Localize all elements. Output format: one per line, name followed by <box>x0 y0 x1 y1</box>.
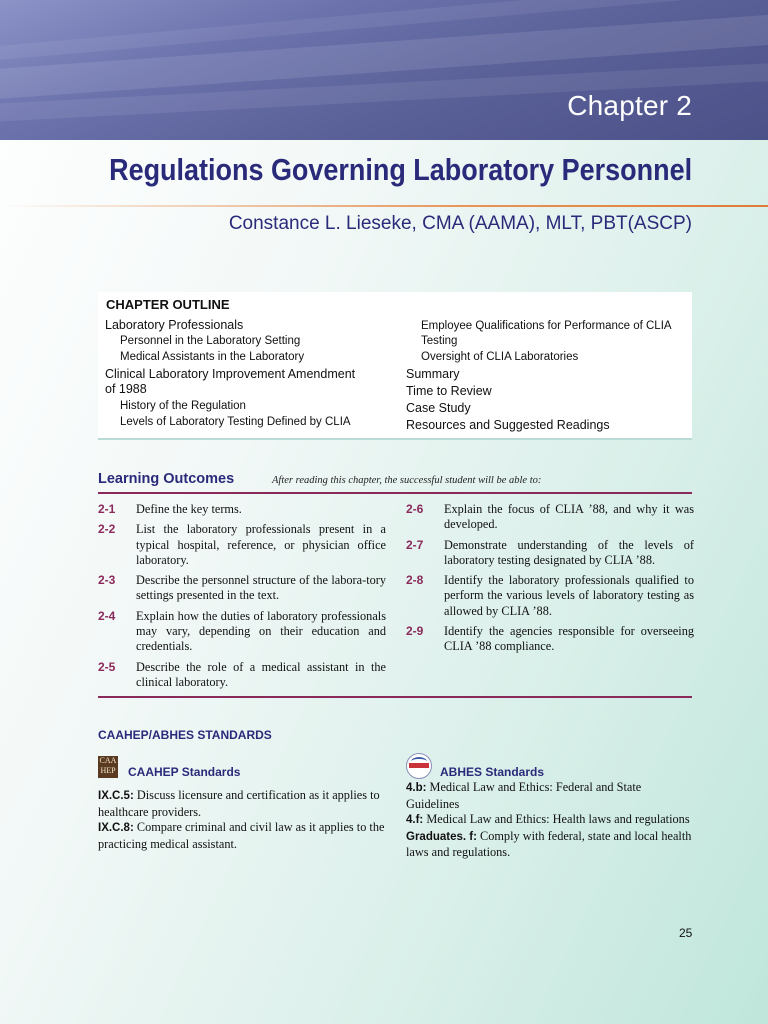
caahep-standards <box>98 788 388 852</box>
standard-item <box>98 788 388 820</box>
outline-item: Case Study <box>406 401 471 415</box>
outcome-number: 2-2 <box>98 522 116 537</box>
learning-outcomes-bottom-rule <box>98 696 692 698</box>
outcome-text: Define the key terms. <box>136 502 242 516</box>
outcome-text: List the laboratory professionals present in a typical hospital, reference, or physician office laboratory. <box>136 522 386 567</box>
outcome-text: Identify the laboratory professionals qualified to perform the various levels of laboratory testing as allowed by CLIA ’88. <box>444 573 694 618</box>
outline-subitem: Medical Assistants in the Laboratory <box>120 351 305 363</box>
outline-divider <box>98 438 692 440</box>
standard-text: Compare criminal and civil law as it applies to the practicing medical assistant. <box>98 820 385 851</box>
standard-item <box>406 812 696 829</box>
standard-code: IX.C.5: <box>98 790 134 802</box>
outcome-item <box>406 624 694 655</box>
standard-item <box>406 829 696 861</box>
standard-code: 4.b: <box>406 782 427 794</box>
learning-outcomes-right-column <box>406 502 694 660</box>
outline-right-column <box>406 318 686 435</box>
outline-left-column <box>105 318 360 431</box>
outline-item: Laboratory Professionals <box>105 318 244 332</box>
outline-subitem: Oversight of CLIA Laboratories <box>421 351 579 363</box>
outcome-text: Describe the personnel structure of the labora-tory settings presented in the text. <box>136 573 386 603</box>
standard-item <box>98 820 388 852</box>
title-divider <box>0 205 768 207</box>
chapter-label: Chapter 2 <box>567 90 692 121</box>
learning-outcomes-heading: Learning Outcomes <box>98 471 235 487</box>
outline-item: Time to Review <box>406 384 492 398</box>
outcome-text: Demonstrate understanding of the levels of laboratory testing designated by CLIA ’88. <box>444 537 694 567</box>
outline-subitem: History of the Regulation <box>120 400 246 412</box>
outline-subitem: Personnel in the Laboratory Setting <box>120 335 301 347</box>
standard-text: Discuss licensure and certification as it applies to healthcare providers. <box>98 788 380 819</box>
outline-heading: CHAPTER OUTLINE <box>106 297 230 312</box>
outcome-item <box>406 502 694 533</box>
standard-code: 4.f: <box>406 814 424 826</box>
abhes-standards <box>406 780 696 861</box>
outline-item: Resources and Suggested Readings <box>406 418 610 432</box>
outline-item: Clinical Laboratory Improvement Amendment of 1988 <box>105 367 356 396</box>
learning-outcomes-top-rule <box>98 492 692 494</box>
page-number: 25 <box>679 926 693 940</box>
caahep-title: CAAHEP Standards <box>128 765 241 779</box>
outcome-item <box>98 502 386 517</box>
chapter-title: Regulations Governing Laboratory Personnel <box>109 152 692 187</box>
author-line: Constance L. Lieseke, CMA (AAMA), MLT, PBT(ASCP) <box>228 213 692 234</box>
outcome-number: 2-4 <box>98 608 116 623</box>
outline-item: Summary <box>406 367 460 381</box>
learning-outcomes-left-column <box>98 502 386 695</box>
outline-subitem: Employee Qualifications for Performance of CLIA Testing <box>421 320 671 347</box>
outcome-text: Explain how the duties of laboratory professionals may vary, depending on their education and credentials. <box>136 608 386 654</box>
outline-subitem: Levels of Laboratory Testing Defined by CLIA <box>120 416 351 428</box>
outcome-text: Describe the role of a medical assistant in the clinical laboratory. <box>136 659 386 689</box>
caahep-logo: CAA HEP <box>98 756 118 778</box>
outcome-number: 2-1 <box>98 502 116 516</box>
outcome-number: 2-6 <box>406 502 424 516</box>
standard-text: Comply with federal, state and local health laws and regulations. <box>406 828 692 859</box>
outcome-number: 2-9 <box>406 624 424 639</box>
abhes-logo <box>406 753 432 779</box>
outcome-number: 2-7 <box>406 537 424 552</box>
learning-outcomes-intro: After reading this chapter, the successful student will be able to: <box>272 475 542 486</box>
outcome-item <box>98 573 386 604</box>
chapter-banner <box>0 0 768 140</box>
outcome-item <box>98 522 386 568</box>
standard-code: IX.C.8: <box>98 822 134 834</box>
outcome-number: 2-3 <box>98 573 116 588</box>
standards-heading: CAAHEP/ABHES STANDARDS <box>98 728 272 742</box>
standard-text: Medical Law and Ethics: Health laws and regulations <box>423 812 690 826</box>
standard-code: Graduates. f: <box>406 830 477 843</box>
outcome-item <box>98 660 386 691</box>
outcome-text: Explain the focus of CLIA ’88, and why it was developed. <box>444 502 694 532</box>
outcome-number: 2-5 <box>98 659 116 674</box>
outcome-item <box>98 609 386 655</box>
abhes-title: ABHES Standards <box>440 765 545 779</box>
chapter-outline <box>98 292 692 438</box>
outcome-item <box>406 573 694 619</box>
outcome-text: Identify the agencies responsible for overseeing CLIA ’88 compliance. <box>444 624 694 654</box>
standard-item <box>406 780 696 812</box>
outcome-number: 2-8 <box>406 573 424 588</box>
standard-text: Medical Law and Ethics: Federal and State Guidelines <box>406 780 642 811</box>
outcome-item <box>406 538 694 569</box>
